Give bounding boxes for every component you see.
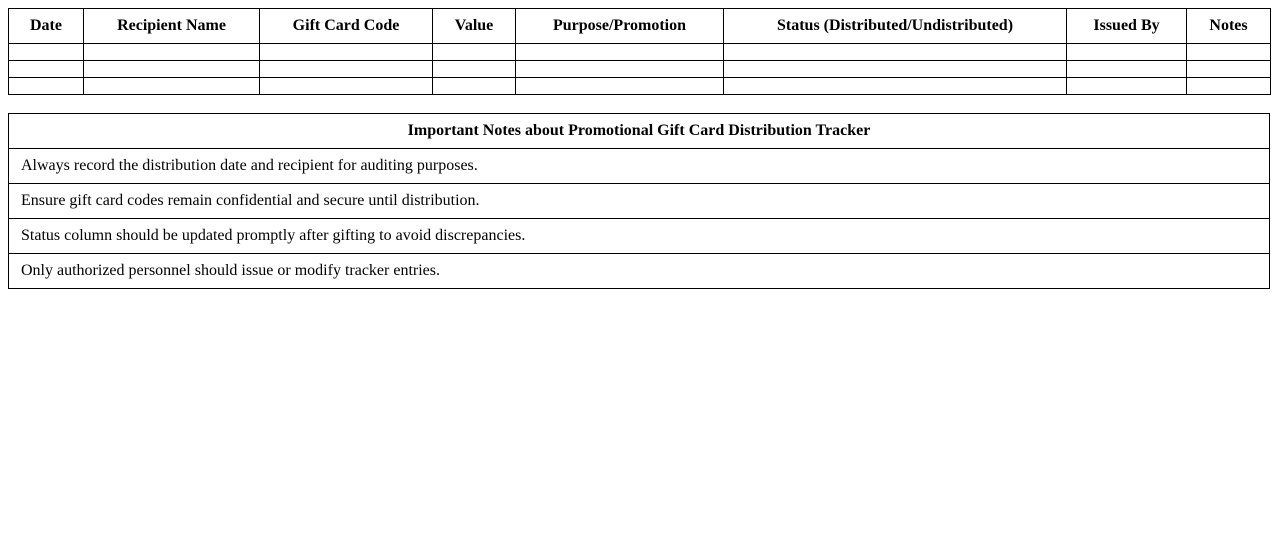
notes-row [9,219,1270,254]
column-header-date: Date [9,9,84,44]
column-header-purpose: Purpose/Promotion [516,9,724,44]
column-header-value: Value [433,9,516,44]
table-cell[interactable] [1187,44,1271,61]
table-cell[interactable] [9,78,84,95]
table-cell[interactable] [1187,61,1271,78]
table-cell[interactable] [1067,78,1187,95]
table-cell[interactable] [84,44,260,61]
table-cell[interactable] [1067,61,1187,78]
note-item: Only authorized personnel should issue or modify tracker entries. [9,254,1270,289]
table-cell[interactable] [9,61,84,78]
table-cell[interactable] [724,61,1067,78]
column-header-issued-by: Issued By [1067,9,1187,44]
column-header-notes: Notes [1187,9,1271,44]
table-cell[interactable] [516,44,724,61]
note-item: Status column should be updated promptly after gifting to avoid discrepancies. [9,219,1270,254]
notes-row [9,184,1270,219]
table-header-row [9,9,1271,44]
table-cell[interactable] [260,78,433,95]
table-cell[interactable] [433,61,516,78]
table-row [9,78,1271,95]
column-header-status: Status (Distributed/Undistributed) [724,9,1067,44]
table-cell[interactable] [724,44,1067,61]
gift-card-tracker-table [8,8,1271,95]
table-cell[interactable] [260,44,433,61]
table-cell[interactable] [1187,78,1271,95]
note-item: Ensure gift card codes remain confidential and secure until distribution. [9,184,1270,219]
table-cell[interactable] [84,61,260,78]
table-row [9,61,1271,78]
notes-row [9,149,1270,184]
table-cell[interactable] [9,44,84,61]
column-header-gift-card-code: Gift Card Code [260,9,433,44]
note-item: Always record the distribution date and recipient for auditing purposes. [9,149,1270,184]
notes-header-row [9,114,1270,149]
table-cell[interactable] [1067,44,1187,61]
notes-row [9,254,1270,289]
table-row [9,44,1271,61]
table-cell[interactable] [516,78,724,95]
table-cell[interactable] [260,61,433,78]
column-header-recipient-name: Recipient Name [84,9,260,44]
table-cell[interactable] [433,78,516,95]
table-cell[interactable] [433,44,516,61]
important-notes-table [8,113,1270,289]
notes-title: Important Notes about Promotional Gift Card Distribution Tracker [9,114,1270,149]
table-cell[interactable] [84,78,260,95]
table-cell[interactable] [516,61,724,78]
table-cell[interactable] [724,78,1067,95]
